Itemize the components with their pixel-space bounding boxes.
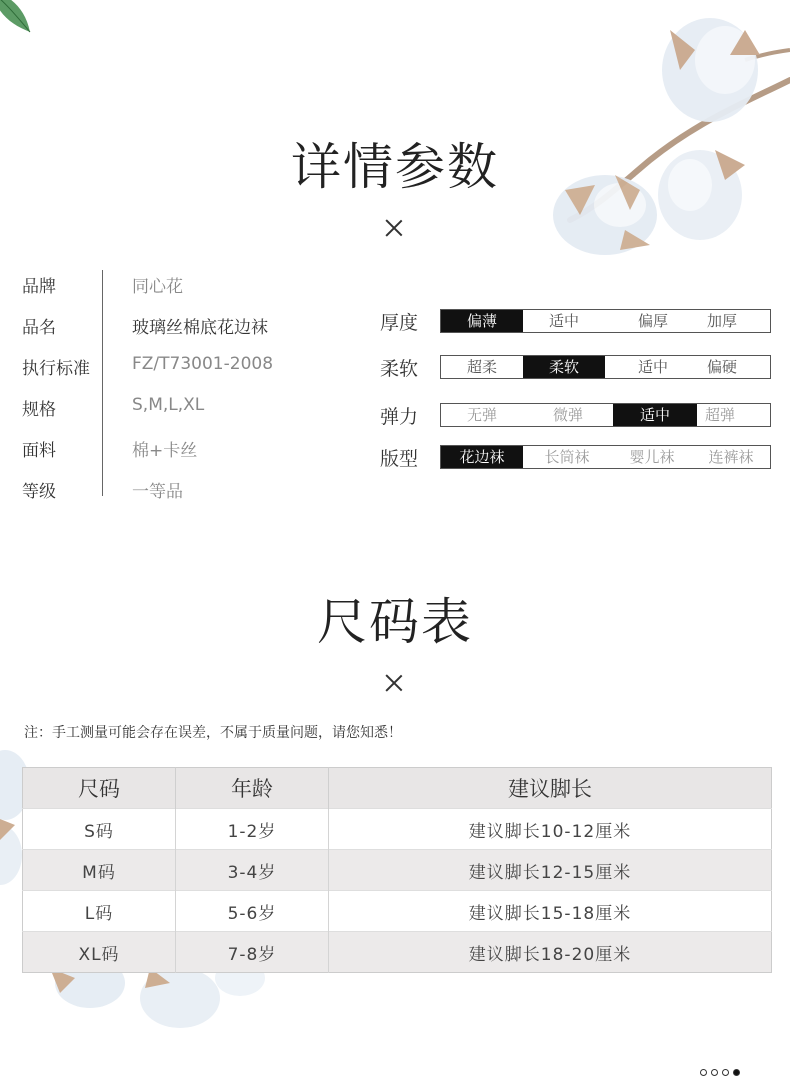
param-value: FZ/T73001-2008: [132, 354, 274, 374]
table-row: [23, 891, 772, 932]
param-label: 规格: [22, 400, 56, 420]
param-value: S,M,L,XL: [132, 395, 205, 415]
attribute-option-selected: 适中: [613, 404, 697, 426]
table-header-cell: 尺码: [23, 768, 176, 809]
attribute-option: 加厚: [706, 312, 737, 330]
table-row: [23, 850, 772, 891]
size-chart-title: 尺码表: [317, 593, 473, 651]
param-row: [22, 354, 352, 384]
table-cell: 7-8岁: [176, 932, 329, 973]
table-cell: 建议脚长15-18厘米: [329, 891, 772, 932]
param-value: 棉+卡丝: [132, 441, 198, 461]
table-header-row: [23, 768, 772, 809]
table-cell: S码: [23, 809, 176, 850]
attribute-option: 微弹: [552, 406, 583, 424]
param-value: 一等品: [132, 482, 183, 502]
param-label: 等级: [22, 482, 56, 502]
pagination-dot[interactable]: [700, 1069, 707, 1076]
attribute-option: 超弹: [704, 406, 735, 424]
attribute-option: 长筒袜: [544, 448, 590, 466]
attribute-label: 版型: [380, 448, 419, 470]
table-cell: 建议脚长12-15厘米: [329, 850, 772, 891]
table-cell: 建议脚长10-12厘米: [329, 809, 772, 850]
param-row: [22, 477, 352, 507]
pagination-dot[interactable]: [722, 1069, 729, 1076]
measurement-note: 注：手工测量可能会存在误差，不属于质量问题，请您知悉！: [24, 725, 402, 741]
param-row: [22, 313, 352, 343]
attribute-option: 超柔: [466, 358, 497, 376]
attribute-option: 无弹: [466, 406, 497, 424]
attribute-option-selected: 花边袜: [441, 446, 523, 468]
table-row: [23, 932, 772, 973]
close-icon: [385, 674, 403, 692]
leaf-decoration: [0, 0, 50, 40]
param-label: 执行标准: [22, 359, 90, 379]
attribute-option: 婴儿袜: [629, 448, 675, 466]
attribute-option: 连裤袜: [708, 448, 754, 466]
table-cell: M码: [23, 850, 176, 891]
details-title: 详情参数: [291, 138, 499, 196]
attribute-option: 偏厚: [637, 312, 668, 330]
table-cell: 5-6岁: [176, 891, 329, 932]
param-value: 玻璃丝棉底花边袜: [132, 318, 268, 338]
close-icon: [385, 219, 403, 237]
attribute-options: [440, 355, 771, 379]
attribute-label: 柔软: [380, 358, 419, 380]
attribute-options: [440, 309, 771, 333]
attribute-option: 偏硬: [706, 358, 737, 376]
pagination-dot[interactable]: [711, 1069, 718, 1076]
param-row: [22, 395, 352, 425]
param-label: 品名: [22, 318, 56, 338]
attribute-options: [440, 445, 771, 469]
param-row: [22, 272, 352, 302]
table-cell: L码: [23, 891, 176, 932]
param-label: 面料: [22, 441, 56, 461]
table-row: [23, 809, 772, 850]
table-cell: XL码: [23, 932, 176, 973]
attribute-option-selected: 柔软: [523, 356, 605, 378]
attribute-options: [440, 403, 771, 427]
param-row: [22, 436, 352, 466]
attribute-option: 适中: [637, 358, 668, 376]
param-label: 品牌: [22, 277, 56, 297]
pagination-dot-active[interactable]: [733, 1069, 740, 1076]
table-header-cell: 建议脚长: [329, 768, 772, 809]
table-header-cell: 年龄: [176, 768, 329, 809]
attribute-option: 适中: [548, 312, 579, 330]
table-cell: 建议脚长18-20厘米: [329, 932, 772, 973]
attribute-label: 弹力: [380, 406, 419, 428]
table-cell: 3-4岁: [176, 850, 329, 891]
table-cell: 1-2岁: [176, 809, 329, 850]
param-value: 同心花: [132, 277, 183, 297]
attribute-label: 厚度: [380, 312, 419, 334]
size-table: [22, 767, 772, 973]
attribute-option-selected: 偏薄: [441, 310, 523, 332]
pagination-dots: [700, 1069, 740, 1076]
